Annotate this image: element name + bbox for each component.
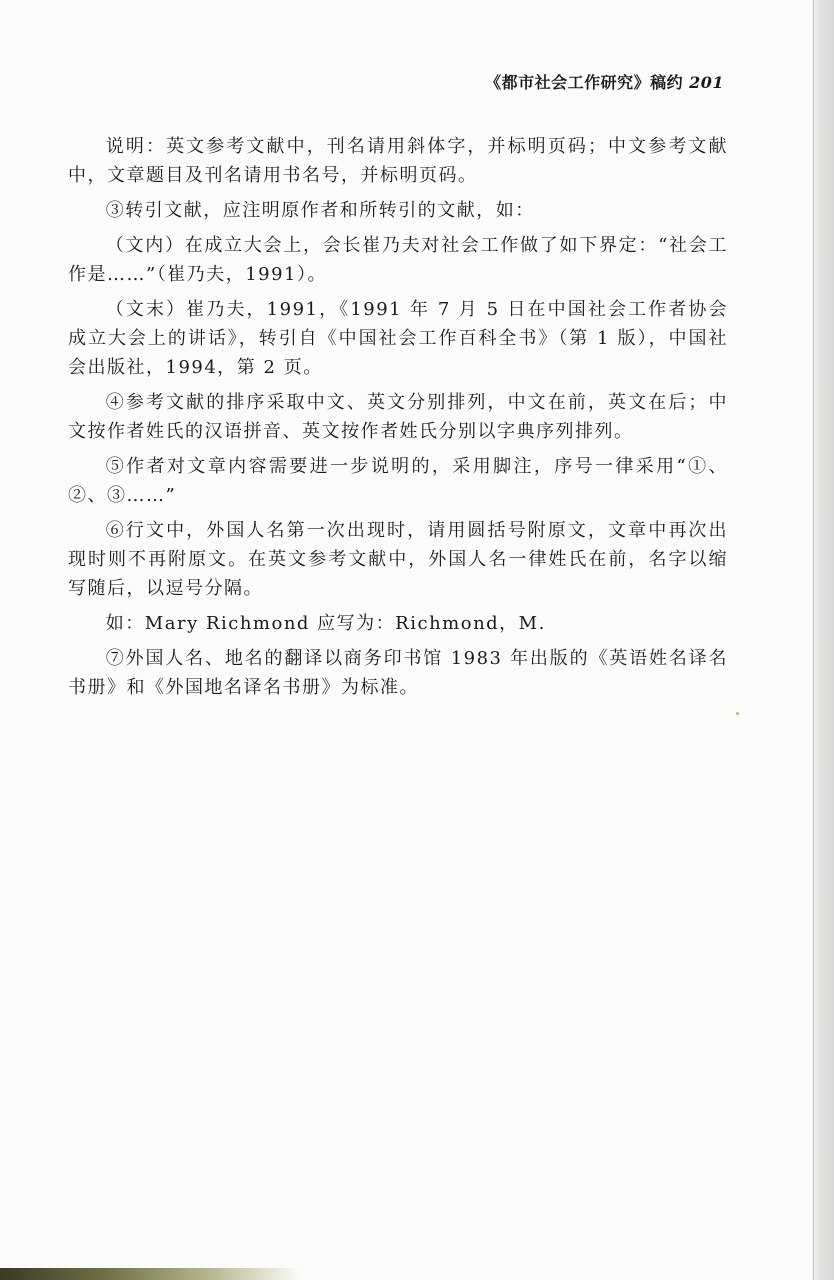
running-header	[440, 70, 724, 93]
paragraph-item-6: ⑥行文中，外国人名第一次出现时，请用圆括号附原文，文章中再次出现时则不再附原文。在英文参考文献中，外国人名一律姓氏在前，名字以缩写随后，以逗号分隔。	[68, 520, 728, 599]
page-edge	[812, 0, 834, 1280]
scan-shadow	[0, 1268, 300, 1280]
paragraph-item-3: ③转引文献，应注明原作者和所转引的文献，如：	[105, 200, 535, 221]
body-text	[68, 132, 728, 708]
paragraph-item-7: ⑦外国人名、地名的翻译以商务印书馆 1983 年出版的《英语姓名译名书册》和《外国地名译名书册》为标准。	[68, 648, 728, 698]
paragraph-item-5: ⑤作者对文章内容需要进一步说明的，采用脚注，序号一律采用“①、②、③……”	[68, 456, 728, 506]
paper-speck	[736, 712, 739, 715]
page-number: 201	[689, 73, 724, 92]
paragraph-note: 说明：英文参考文献中，刊名请用斜体字，并标明页码；中文参考文献中，文章题目及刊名请用书名号，并标明页码。	[68, 136, 728, 186]
paragraph-item-4: ④参考文献的排序采取中文、英文分别排列，中文在前，英文在后；中文按作者姓氏的汉语拼音、英文按作者姓氏分别以字典序列排列。	[68, 392, 728, 442]
running-header-title: 《都市社会工作研究》稿约	[485, 73, 684, 92]
page-edge-line	[813, 0, 814, 1280]
paragraph-example-in-text: （文内）在成立大会上，会长崔乃夫对社会工作做了如下界定：“社会工作是……”（崔乃夫，1991）。	[68, 235, 728, 285]
paragraph-example-end-text: （文末）崔乃夫，1991，《1991 年 7 月 5 日在中国社会工作者协会成立大会上的讲话》，转引自《中国社会工作百科全书》（第 1 版），中国社会出版社，1994，第 2 页。	[68, 299, 728, 378]
paragraph-example-name: 如：Mary Richmond 应写为：Richmond，M.	[105, 613, 546, 634]
